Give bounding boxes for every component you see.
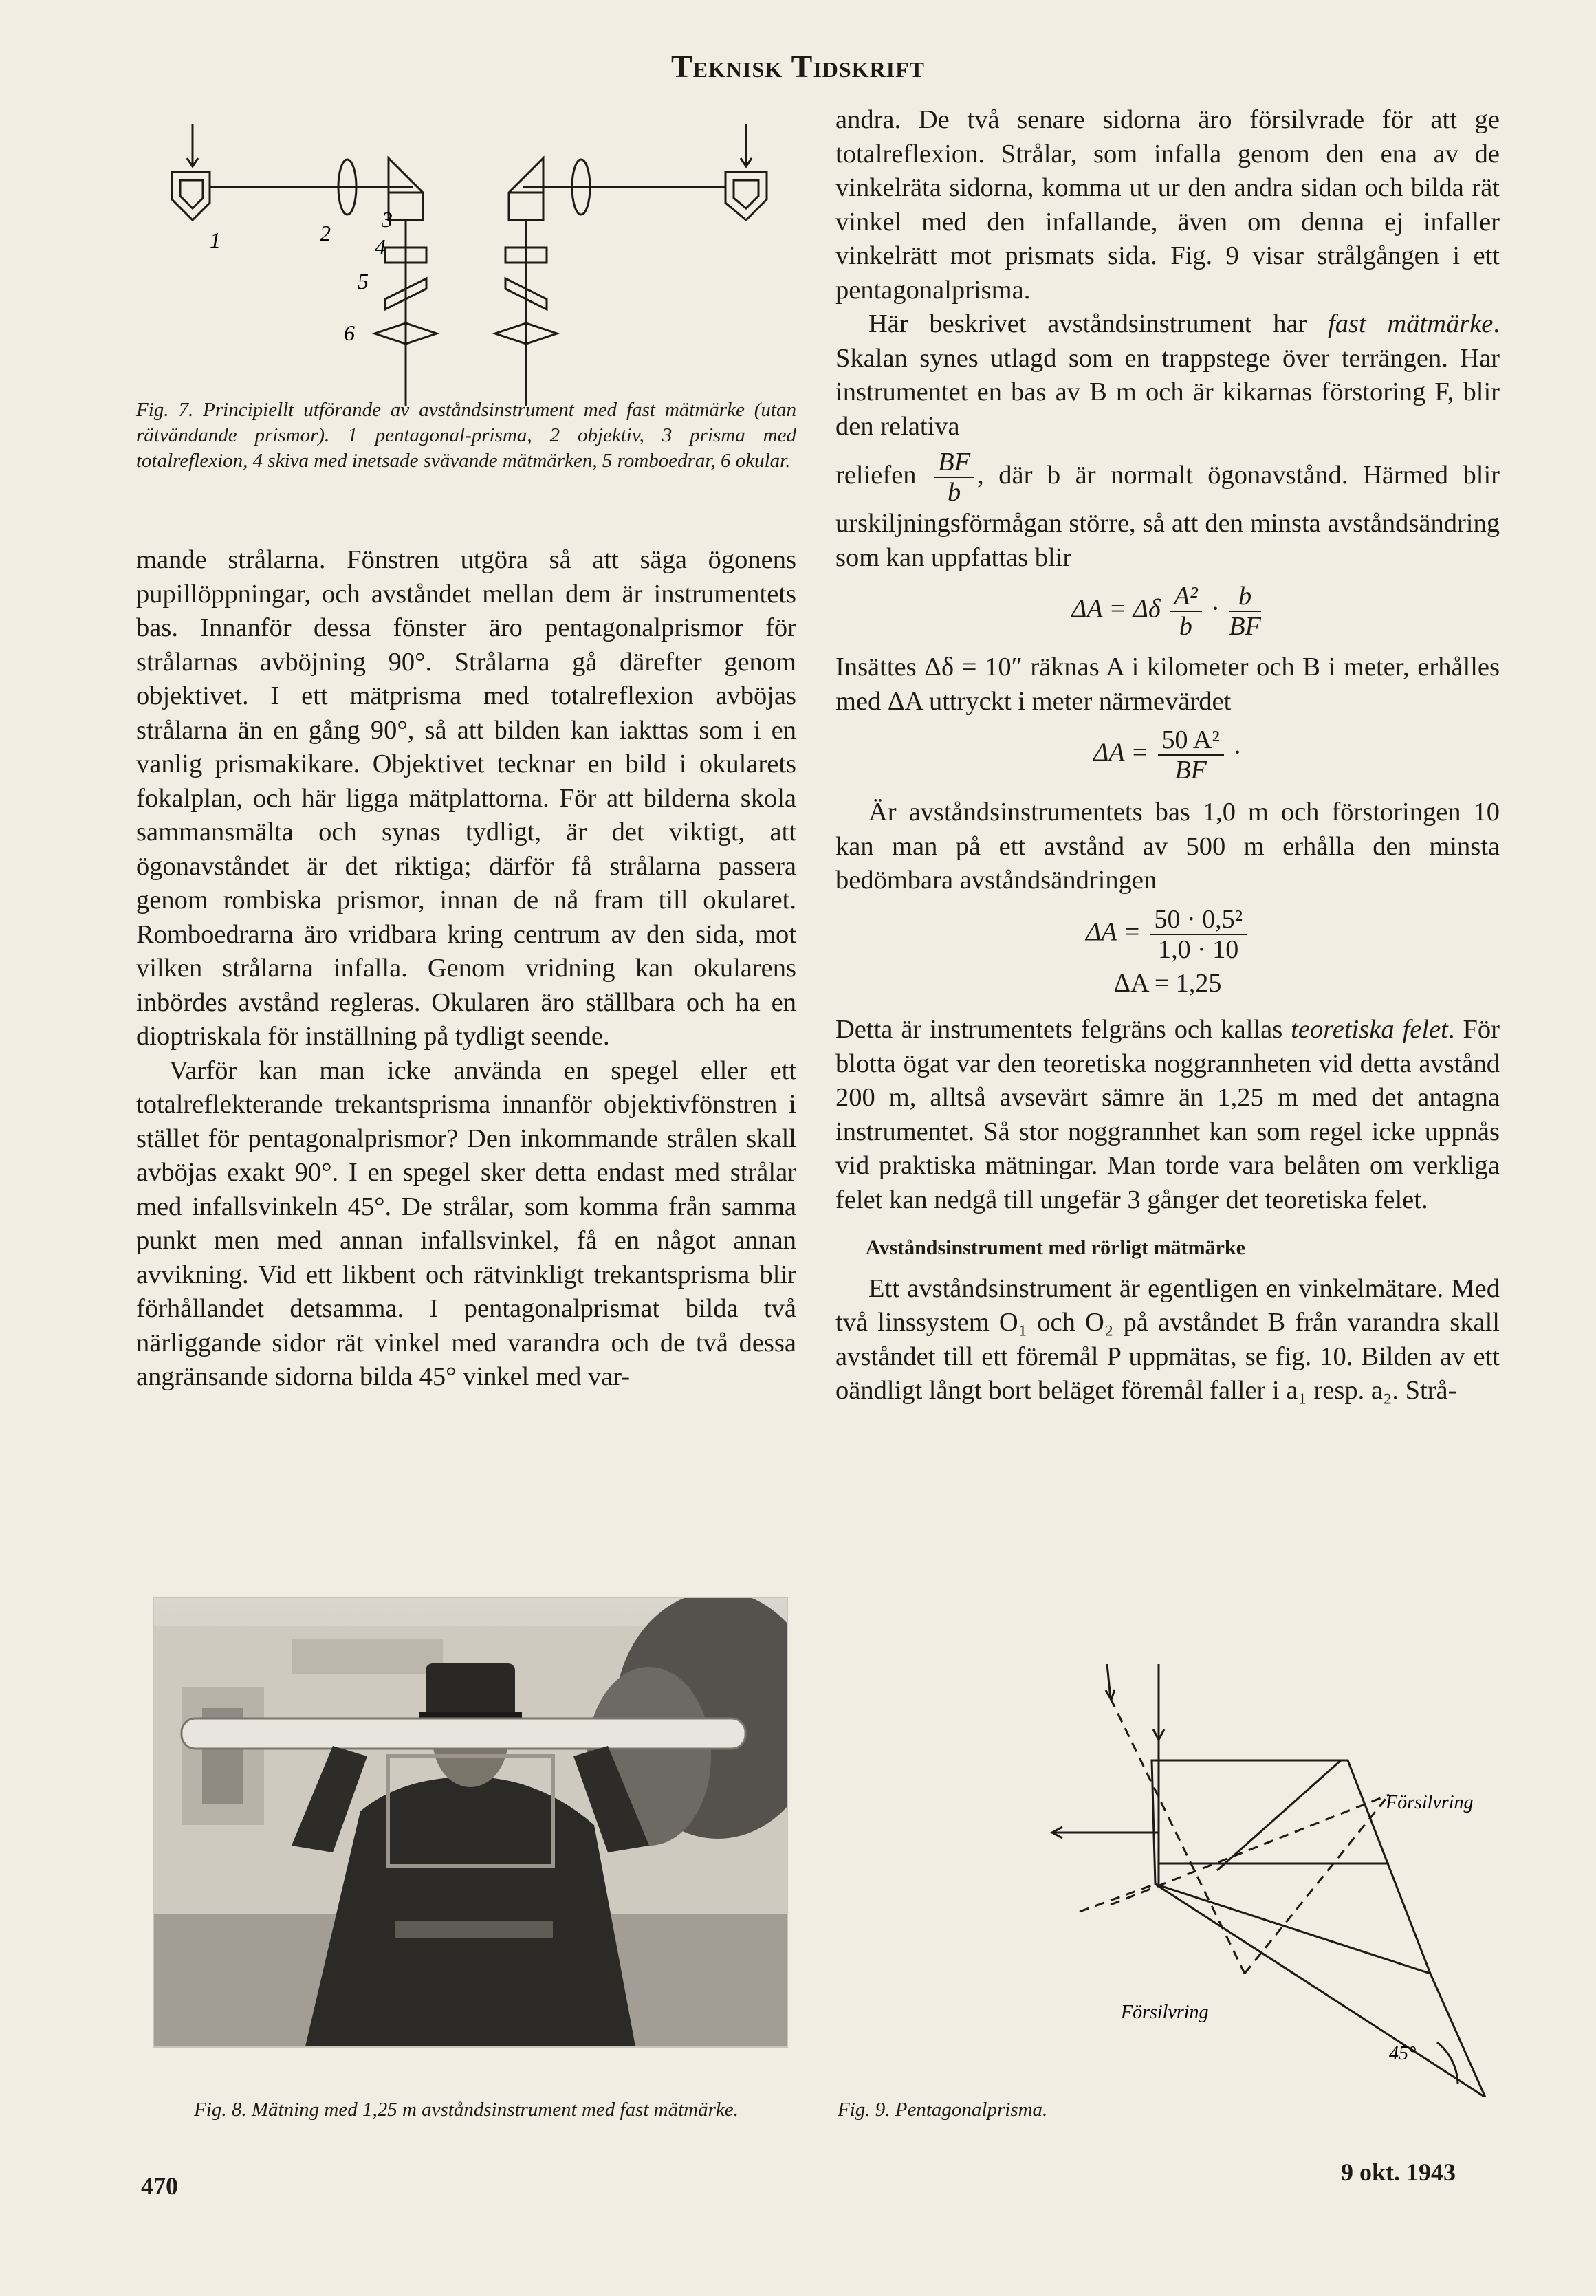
eq2-num: 50 A²: [1158, 725, 1224, 756]
eq1-lhs: ΔA = Δδ: [1071, 594, 1161, 624]
right-paragraph-4: Är avståndsinstrumentets bas 1,0 m och förstoringen 10 kan man på ett avstånd av 500 m erhålla den minsta bedömbara avståndsändringen: [835, 798, 1500, 895]
eq1-f1-num: A²: [1170, 582, 1202, 612]
section-subheading: Avståndsinstrument med rörligt mätmärke: [866, 1236, 1245, 1259]
fig7-num-3: 3: [382, 207, 393, 232]
fig7-num-2: 2: [320, 221, 331, 245]
equation-1: [835, 582, 1500, 641]
relief-word: reliefen: [835, 460, 917, 490]
equation-4: ΔA = 1,25: [1113, 968, 1222, 998]
right-column: [835, 103, 1500, 1408]
eq1-f2-num: b: [1229, 582, 1260, 612]
eq2-lhs: ΔA =: [1093, 738, 1149, 767]
fig7-num-4: 4: [375, 234, 386, 259]
fig9-caption: Fig. 9. Pentagonalprisma.: [838, 2099, 1048, 2121]
eq2-end: ·: [1233, 738, 1242, 767]
fig9-angle: 45°: [1389, 2043, 1417, 2064]
fig7-caption: Fig. 7. Principiellt utförande av avståndsinstrument med fast mätmärke (utan rätvändande prismor). 1 pentagonal-prisma, 2 objektiv, 3 prisma med totalreflexion, 4 skiva med inetsade svävande mätmärken, 5 romboedrar, 6 okular.: [136, 399, 796, 472]
p2-text-c: . Skalan synes utlagd som en trappstege över terrängen. Har instrumentet en bas av B m och är kikarnas förstoring F, blir den relativa: [835, 309, 1500, 441]
fig9-label-bottom: Försilvring: [1121, 2002, 1209, 2023]
p2-text-a: Här beskrivet avståndsinstrument har: [868, 309, 1329, 338]
right-paragraph-6: Ett avståndsinstrument är egentligen en vinkelmätare. Med två linssystem O₁ och O₂ på avståndet B från varandra skall avståndet till ett föremål P uppmätas, se fig. 10. Bilden av ett oändligt långt bort beläget föremål faller i a₁ resp. a₂. Strå-: [835, 1273, 1500, 1405]
page-number: 470: [141, 2172, 178, 2200]
right-paragraph-2: [835, 307, 1500, 444]
eq3-lhs: ΔA =: [1085, 917, 1141, 947]
p5-text-c: . För blotta ögat var den teoretiska noggrannheten vid detta avstånd 200 m, alltså avsevärt sämre än 1,25 m med det antagna instrumentet. Så stor noggrannhet kan som regel icke uppnås vid praktiska mätningar. Man torde vara belåten om verkliga felet kan nedgå till ungefär 3 gånger det teoretiska felet.: [835, 1015, 1500, 1214]
eq1-fraction-1: [1170, 582, 1202, 641]
right-paragraph-5: [835, 1013, 1500, 1217]
relief-rest: , där b är normalt ögonavstånd. Härmed blir urskiljningsförmågan större, så att den minsta avståndsändring som kan uppfattas blir: [835, 460, 1500, 572]
left-paragraph-1: mande strålarna. Fönstren utgöra så att säga ögonens pupillöppningar, och avståndet mellan dem är instrumentets bas. Innanför dessa fönster äro pentagonalprismor för strålarnas avböjning 90°. Strålarna gå därefter genom objektivet. I ett mätprisma med totalreflexion avböjas strålarna än en gång 90°, så att bilden kan iakttas som i en vanlig prismakikare. Objektivet tecknar en bild i okularets fokalplan, och här ligga mätplattorna. För att bilderna skola sammansmälta och synas tydligt, är det viktigt, att ögonavståndet är det riktiga; därför få strålarna passera genom rombiska prismor, innan de nå fram till okularet. Romboedrarna äro vridbara kring centrum av den sida, mot vilken strålarna infalla. Genom vridning kan okularens inbördes avstånd regleras. Okularen äro ställbara och ha en dioptriskala för inställning på tydligt seende.: [136, 545, 796, 1051]
journal-title-first: Teknisk: [670, 49, 783, 84]
fig7-num-1: 1: [210, 228, 221, 252]
fig8-caption: Fig. 8. Mätning med 1,25 m avståndsinstrument med fast mätmärke.: [194, 2099, 739, 2121]
fig7-num-6: 6: [344, 320, 355, 345]
eq1-dot: ·: [1211, 594, 1220, 624]
fig7-diagram: [151, 117, 784, 419]
relief-num: BF: [934, 448, 974, 478]
eq2-den: BF: [1174, 756, 1207, 785]
journal-title-second: Tidskrift: [791, 49, 926, 84]
eq3-num: 50 · 0,5²: [1150, 905, 1247, 935]
relief-fraction: [934, 448, 974, 507]
relief-den: b: [947, 478, 961, 507]
eq1-fraction-2: [1229, 582, 1260, 641]
left-paragraph-2: Varför kan man icke använda en spegel eller ett totalreflekterande trekantsprisma innanför objektivfönstren i stället för pentagonalprismor? Den inkommande strålen skall avböjas exakt 90°. I en spegel sker detta endast med strålar med infallsvinkeln 45°. De strålar, som komma från samma punkt men med annan infallsvinkel, få en något annan avvikning. Vid ett likbent och rätvinkligt trekantsprisma blir förhållandet detsamma. I pentagonalprismat bilda två närliggande sidor rät vinkel med varandra och de två dessa angränsande sidorna bilda 45° vinkel med var-: [136, 1056, 796, 1391]
equation-2: [835, 725, 1500, 785]
eq1-f2-den: BF: [1229, 612, 1261, 641]
eq3-den: 1,0 · 10: [1158, 934, 1239, 964]
fig8-photo: [153, 1597, 788, 2048]
journal-header: [0, 48, 1596, 85]
right-paragraph-1: andra. De två senare sidorna äro försilvrade för att ge totalreflexion. Strålar, som infalla genom den ena av de vinkelräta sidorna, komma ut ur den andra sidan och bilda rät vinkel med den infallande, även om denna ej infaller vinkelrätt mot prismats sida. Fig. 9 visar strålgången i ett pentagonalprisma.: [835, 105, 1500, 305]
eq2-fraction: [1158, 725, 1224, 785]
p5-emph: teoretiska felet: [1291, 1015, 1448, 1044]
fig9-diagram: [1045, 1657, 1499, 2097]
fig7-num-5: 5: [358, 269, 369, 294]
right-paragraph-3: Insättes Δδ = 10″ räknas A i kilometer och B i meter, erhålles med ΔA uttryckt i meter närmevärdet: [835, 653, 1500, 716]
p5-text-a: Detta är instrumentets felgräns och kallas: [835, 1015, 1291, 1044]
fig9-label-top: Försilvring: [1386, 1792, 1474, 1813]
eq1-f1-den: b: [1179, 612, 1192, 641]
relief-line: [835, 448, 1500, 575]
p2-emph: fast mätmärke: [1328, 309, 1494, 338]
equation-3: [835, 905, 1500, 964]
eq3-fraction: [1150, 905, 1247, 964]
issue-date: 9 okt. 1943: [1341, 2158, 1456, 2186]
left-column: [136, 543, 796, 1395]
